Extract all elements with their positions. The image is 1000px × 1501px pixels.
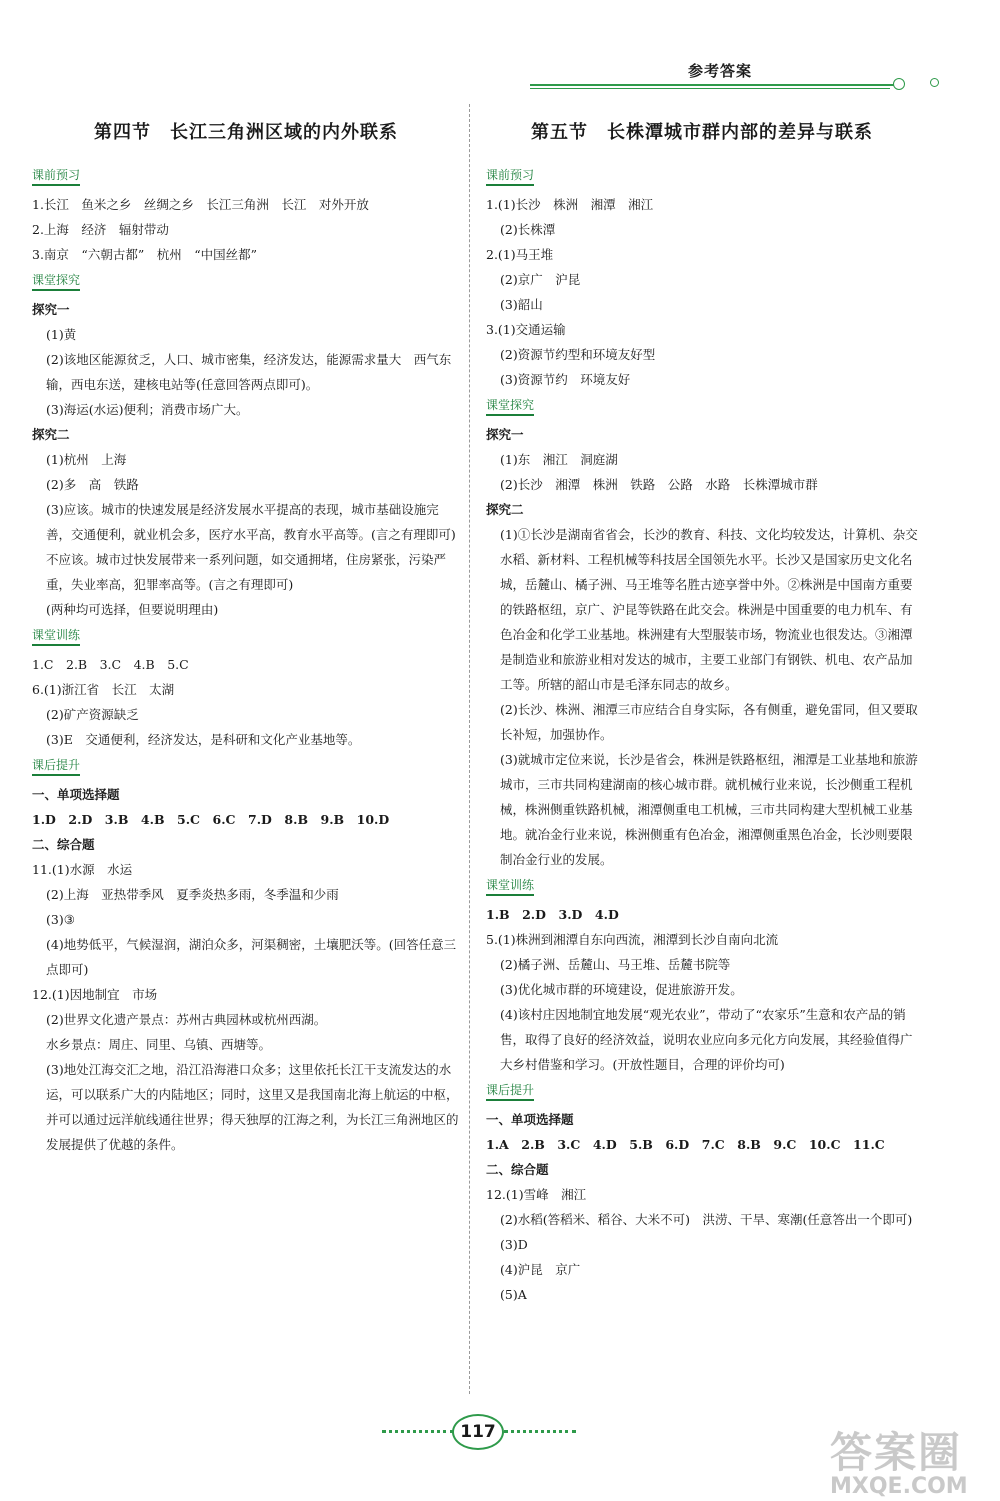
- answer-line: (2)多 高 铁路: [46, 477, 139, 492]
- left-content: [32, 162, 460, 1157]
- answer-line: (2)上海 亚热带季风 夏季炎热多雨，冬季温和少雨: [46, 887, 339, 902]
- section-tag: 课堂探究: [32, 271, 80, 291]
- answer-line: (4)地势低平，气候湿润，湖泊众多，河渠稠密，土壤肥沃等。(回答任意三点即可): [46, 937, 457, 977]
- page-number: 117: [452, 1414, 504, 1450]
- answer-heading: 二、综合题: [32, 837, 95, 852]
- answer-line: 12.(1)雪峰 湘江: [486, 1187, 587, 1202]
- section-tag: 课堂训练: [32, 626, 80, 646]
- header-circle-icon: [930, 78, 939, 87]
- answer-line: (4)该村庄因地制宜地发展“观光农业”，带动了“农家乐”生意和农产品的销售，取得了良好的经济效益，说明农业应向多元化方向发展，其经验值得广大乡村借鉴和学习。(开放性题目，合理的评价均可): [500, 1007, 913, 1072]
- answer-line: 1.C 2.B 3.C 4.B 5.C: [32, 657, 189, 672]
- answer-line: 11.(1)水源 水运: [32, 862, 133, 877]
- answer-line: (3)海运(水运)便利；消费市场广大。: [46, 402, 249, 417]
- answer-heading: 探究一: [32, 302, 70, 317]
- answer-line: (1)杭州 上海: [46, 452, 127, 467]
- answer-line: 水乡景点：周庄、同里、乌镇、西塘等。: [46, 1037, 272, 1052]
- answer-line: (2)长沙 湘潭 株洲 铁路 公路 水路 长株潭城市群: [500, 477, 818, 492]
- answer-heading: 探究二: [486, 502, 524, 517]
- answer-heading: 1.A 2.B 3.C 4.D 5.B 6.D 7.C 8.B 9.C 10.C 11.C: [486, 1137, 885, 1152]
- section-tag: 课后提升: [32, 756, 80, 776]
- section-tag: 课堂训练: [486, 876, 534, 896]
- section-title: 第五节 长株潭城市群内部的差异与联系: [531, 122, 873, 143]
- answer-line: (两种均可选择，但要说明理由): [46, 602, 219, 617]
- section-tag: 课前预习: [32, 166, 80, 186]
- answer-line: (2)资源节约型和环境友好型: [500, 347, 656, 362]
- answer-line: 1.长江 鱼米之乡 丝绸之乡 长江三角洲 长江 对外开放: [32, 197, 369, 212]
- answer-line: (3)韶山: [500, 297, 543, 312]
- answer-line: 2.上海 经济 辐射带动: [32, 222, 169, 237]
- answer-line: 3.南京 “六朝古都” 杭州 “中国丝都”: [32, 247, 257, 262]
- header-circle-icon: [893, 78, 905, 90]
- header-label: 参考答案: [688, 62, 753, 80]
- right-column: [486, 118, 918, 1307]
- answer-line: (2)该地区能源贫乏，人口、城市密集，经济发达，能源需求量大 西气东输，西电东送，建核电站等(任意回答两点即可)。: [46, 352, 452, 392]
- answer-line: (1)东 湘江 洞庭湖: [500, 452, 618, 467]
- page-footer: [382, 1410, 622, 1450]
- answer-line: 12.(1)因地制宜 市场: [32, 987, 158, 1002]
- answer-heading: 一、单项选择题: [486, 1112, 574, 1127]
- answer-heading: 1.D 2.D 3.B 4.B 5.C 6.C 7.D 8.B 9.B 10.D: [32, 812, 390, 827]
- header-rule-thin: [530, 88, 890, 89]
- answer-line: 3.(1)交通运输: [486, 322, 566, 337]
- answer-line: (3)E 交通便利，经济发达，是科研和文化产业基地等。: [46, 732, 361, 747]
- answer-line: (3)③: [46, 912, 75, 927]
- section-tag: 课后提升: [486, 1081, 534, 1101]
- answer-line: (1)①长沙是湖南省省会，长沙的教育、科技、文化均较发达，计算机、杂交水稻、新材料、工程机械等科技居全国领先水平。长沙又是国家历史文化名城，岳麓山、橘子洲、马王堆等名胜古迹享誉中外。②株洲是中国南方重要的铁路枢纽，京广、沪昆等铁路在此交会。株洲是中国重要的电力机车、有色冶金和化学工业基地。株洲建有大型服装市场，物流业也很发达。③湘潭是制造业和旅游业相对发达的城市，主要工业部门有钢铁、机电、农产品加工等。所辖的韶山市是毛泽东同志的故乡。: [500, 527, 918, 692]
- answer-line: 不应该。城市过快发展带来一系列问题，如交通拥堵，住房紧张，污染严重，失业率高，犯罪率高等。(言之有理即可): [46, 552, 447, 592]
- watermark-text: 答案圈: [830, 1428, 963, 1477]
- answer-line: 5.(1)株洲到湘潭自东向西流，湘潭到长沙自南向北流: [486, 932, 779, 947]
- answer-heading: 二、综合题: [486, 1162, 549, 1177]
- answer-line: 6.(1)浙江省 长江 太湖: [32, 682, 175, 697]
- answer-line: (2)橘子洲、岳麓山、马王堆、岳麓书院等: [500, 957, 731, 972]
- answer-line: (4)沪昆 京广: [500, 1262, 581, 1277]
- answer-heading: 探究一: [486, 427, 524, 442]
- answer-line: (3)资源节约 环境友好: [500, 372, 631, 387]
- answer-line: (5)A: [500, 1287, 527, 1302]
- right-content: [486, 162, 918, 1307]
- section-tag: 课堂探究: [486, 396, 534, 416]
- answer-line: (2)世界文化遗产景点：苏州古典园林或杭州西湖。: [46, 1012, 327, 1027]
- footer-dots: [504, 1430, 576, 1433]
- section-title: 第四节 长江三角洲区域的内外联系: [94, 122, 398, 143]
- watermark-url: MXQE.COM: [830, 1474, 968, 1499]
- answer-line: (3)就城市定位来说，长沙是省会，株洲是铁路枢纽，湘潭是工业基地和旅游城市，三市共同构建湖南的核心城市群。就机械行业来说，长沙侧重工程机械，株洲侧重铁路机械，湘潭侧重电工机械，三市共同构建大型机械工业基地。就冶金行业来说，株洲侧重有色冶金，湘潭侧重黑色冶金，长沙则要限制冶金行业的发展。: [500, 752, 918, 867]
- header-rule: [530, 84, 895, 86]
- answer-line: (2)水稻(答稻米、稻谷、大米不可) 洪涝、干旱、寒潮(任意答出一个即可): [500, 1212, 913, 1227]
- watermark-logo: [830, 1420, 968, 1499]
- answer-line: (3)应该。城市的快速发展是经济发展水平提高的表现，城市基础设施完善，交通便利，就业机会多，医疗水平高，教育水平高等。(言之有理即可): [46, 502, 456, 542]
- column-divider: [469, 104, 470, 1394]
- answer-line: (2)长株潭: [500, 222, 556, 237]
- answer-heading: 探究二: [32, 427, 70, 442]
- answer-line: (2)长沙、株洲、湘潭三市应结合自身实际，各有侧重，避免雷同，但又要取长补短，加强协作。: [500, 702, 918, 742]
- answer-line: (3)优化城市群的环境建设，促进旅游开发。: [500, 982, 743, 997]
- answer-line: (3)D: [500, 1237, 528, 1252]
- answer-heading: 1.B 2.D 3.D 4.D: [486, 907, 619, 922]
- answer-line: 1.(1)长沙 株洲 湘潭 湘江: [486, 197, 654, 212]
- footer-dots: [382, 1430, 454, 1433]
- left-column: [32, 118, 460, 1157]
- answer-line: (1)黄: [46, 327, 77, 342]
- answer-line: 2.(1)马王堆: [486, 247, 554, 262]
- answer-line: (3)地处江海交汇之地，沿江沿海港口众多；这里依托长江干支流发达的水运，可以联系广大的内陆地区；同时，这里又是我国南北海上航运的中枢，并可以通过远洋航线通往世界；得天独厚的江海之利，为长江三角洲地区的发展提供了优越的条件。: [46, 1062, 459, 1152]
- answer-line: (2)京广 沪昆: [500, 272, 581, 287]
- section-tag: 课前预习: [486, 166, 534, 186]
- answer-heading: 一、单项选择题: [32, 787, 120, 802]
- answer-line: (2)矿产资源缺乏: [46, 707, 139, 722]
